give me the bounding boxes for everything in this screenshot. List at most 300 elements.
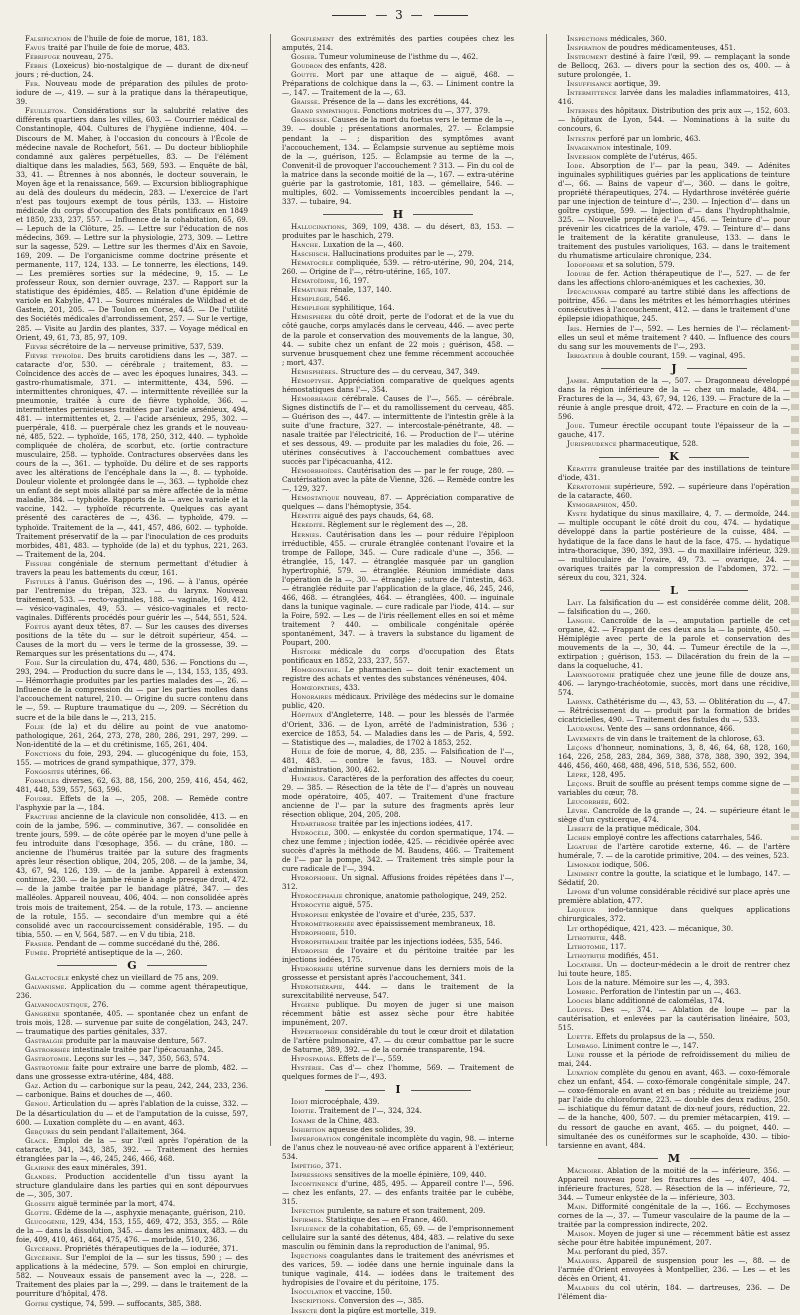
- entry-head: Iode.: [567, 160, 585, 170]
- entry-head: Hydropisie: [291, 945, 329, 955]
- index-entry: [282, 240, 514, 249]
- entry-head: Inversion: [567, 151, 601, 161]
- index-entry: [282, 106, 514, 115]
- entry-head: Hémisphères.: [291, 366, 339, 376]
- index-entry: [558, 143, 790, 152]
- entry-text: de vin dans le traitement de la chlorose, 63.: [606, 733, 765, 743]
- index-entry: [558, 482, 790, 500]
- entry-text: comparé au tartre stibié dans les affections de poitrine, 456. — dans les métrites et les hémorrhagies utérines consécutives à l'accouchement, 412. — dans le traitement d'une épilepsie idiopathique, 245.: [558, 287, 790, 324]
- entry-text: 369, 109, 438. — du désert, 83, 153. — produites par le haschich, 279.: [282, 221, 514, 240]
- entry-head: Joue.: [567, 420, 586, 430]
- section-letter: L: [558, 586, 790, 595]
- index-entry: [282, 1287, 514, 1296]
- entry-head: Insecte: [291, 1305, 318, 1315]
- header-rule-right: [434, 15, 468, 16]
- index-entry: [558, 670, 790, 697]
- column-divider-1: [270, 34, 271, 1146]
- entry-head: Hémorrhoïdes.: [291, 466, 344, 476]
- entry-head: Hydrocèle,: [291, 828, 332, 838]
- entry-head: Luxation: [567, 1068, 599, 1078]
- index-entry: [282, 61, 514, 70]
- entry-head: Hanche.: [291, 240, 321, 250]
- entry-head: Hydrocytie: [291, 900, 331, 910]
- index-entry: [16, 722, 248, 749]
- entry-text: de l'artère carotide externe, 46. — de l'artère humérale, 7. — de la carotide primitive, 204. — des veines, 523.: [558, 842, 790, 861]
- entry-text: nouveau, 87. — Appréciation comparative de quelques — dans l'hémoptysie, 354.: [282, 493, 514, 512]
- entry-head: Kyste: [567, 509, 588, 519]
- entry-text: (Loxeicus) bio-nostalgique de — durant de dix-neuf jours ; ré-duction, 24.: [16, 61, 248, 80]
- index-entry: [558, 734, 790, 743]
- page-header: [0, 8, 800, 22]
- entry-head: Hématoïdine,: [291, 276, 338, 286]
- entry-head: Hydrorrhée: [291, 963, 334, 973]
- entry-head: Inscriptions.: [291, 1296, 337, 1306]
- entry-head: Glycérine.: [25, 1244, 63, 1254]
- entry-head: Impétigo,: [291, 1160, 324, 1170]
- entry-head: Goitre: [25, 1298, 49, 1308]
- index-entry: [558, 770, 790, 779]
- entry-head: Liberté: [567, 823, 594, 833]
- entry-head: Haschisch.: [291, 249, 331, 259]
- entry-text: Règlement sur le règlement des —, 28.: [327, 520, 468, 530]
- entry-text: de poudres médicamenteuses, 451.: [608, 43, 736, 53]
- index-entry: [282, 115, 514, 205]
- index-entry: [282, 647, 514, 665]
- entry-text: Traitement de l'—, 324, 324.: [318, 1106, 422, 1116]
- entry-text: syphilitique, 164.: [332, 303, 395, 313]
- section-letter: G: [16, 961, 248, 970]
- entry-text: microcéphale, 439.: [310, 1097, 380, 1107]
- entry-text: pharmaceutique, 528.: [618, 439, 699, 449]
- entry-text: Moyen de juger si une — récemment bâtie est assez sèche pour être habitée impunément, 207.: [558, 1229, 790, 1248]
- entry-text: sensitives de la moelle épinière, 109, 440.: [334, 1169, 487, 1179]
- index-entry: [16, 1045, 248, 1054]
- index-entry: [558, 500, 790, 509]
- entry-text: Absorption de l'— par la peau, 349. — Adénites inguinales syphilitiques guéries par les applications de teinture d'—, 66. — Bains de vapeur d'—, 360. — dans le goître, propriété thérapeutiques, 274. — Hydarthrose invétérée guérie par une injection de teinture d'—, 230. — Injection d'— dans un goître cystique, 599. — Injection d'— dans l'hydrophthalmie, 325. — Nouvelle propriété de l'—, 456. — Teinture d'— pour prévenir les cicatrices de la variole, 479. — Teinture d'— dans le traitement de la kératite granuleuse, 133. — dans le traitement des pustules varioliques, 163. — dans le traitement du rhumatisme articulaire chronique, 234.: [558, 160, 790, 261]
- index-entry: [558, 833, 790, 842]
- entry-head: Fer.: [25, 79, 41, 89]
- entry-head: Foie.: [25, 658, 43, 668]
- entry-head: Gangrène: [25, 1009, 60, 1019]
- entry-text: 546.: [334, 294, 351, 304]
- entry-text: Cautérisation des — par le fer rouge, 280. — Cautérisation avec la pâte de Vienne, 326. — Remède contre les —, 129, 327.: [282, 466, 514, 494]
- entry-text: 602.: [613, 796, 630, 806]
- index-entry: [558, 924, 790, 933]
- entry-head: Liniment: [567, 869, 599, 879]
- index-entry: [16, 1127, 248, 1136]
- index-entry: [282, 1170, 514, 1179]
- entry-text: ancienne de la clavicule non consolidée, 413. — en coin de la jambe, 596. — comminutive, 367. — consolidée en trente jours, 599. — de côte opérée par le moyen d'une pelle à feu introduite dans l'œsophage, 356. — du crâne, 180. — ancienne de l'humérus traitée par la suture des fragments après leur résection oblique, 204, 205, 208. — de la jambe, 34, 43, 67, 94, 126, 139. — de la jambe. Appareil à extension continue, 230. — de la jambe réunie à angle presque droit, 472. — de la jambe traitée par le bandage plâtré, 347. — des malléoles. Appareil nouveau, 406, 404. — non consolidée après trois mois de traitement, 254. — de la rotule, 173. — ancienne de la rotule, 155. — secondaire d'un membre qui a été consolidé avec un raccourcissement considérable, 195. — du tibia, 550. — en V, 564, 587. — en V du tibia, 218.: [16, 812, 248, 939]
- entry-head: Hydarthrose: [291, 819, 337, 829]
- index-entry: [558, 1050, 790, 1068]
- entry-head: Fumée.: [25, 947, 51, 957]
- entry-head: Iodure: [567, 269, 591, 279]
- entry-head: Gastrotomie: [25, 1063, 70, 1073]
- entry-text: intestinale, 109.: [613, 142, 672, 152]
- index-entry: [282, 1296, 514, 1305]
- entry-head: Genou.: [25, 1099, 51, 1109]
- entry-head: Grand sympathique.: [291, 106, 361, 116]
- page-number: — 3 —: [375, 8, 425, 22]
- index-entry: [558, 1041, 790, 1050]
- index-entry: [282, 294, 514, 303]
- entry-head: Homœopathie.: [291, 665, 341, 675]
- entry-head: Glandes.: [25, 1171, 57, 1181]
- index-entry: [282, 1116, 514, 1125]
- section-letter: J: [558, 364, 790, 373]
- entry-text: à double courant, 159. — vaginal, 495.: [605, 350, 746, 360]
- entry-head: Igname: [291, 1115, 316, 1125]
- entry-head: Loochs: [567, 995, 593, 1005]
- entry-text: cérébrale. Causes de l'—, 565. — cérébrale. Signes distinctifs de l'— et du ramollissement du cerveau, 485. — Guérison des —, 447. — intermittente de l'intestin grêle à la suite d'une fracture, 327. — intercostale-pénétrante, 48. — nasale traitée par l'électricité, 16. — Production de l'— utérine et ses dessous, 49. — produite par les maladies du foie, 26. — utérines consécutives à l'accouchement combattues avec succès par l'ipécacuanha, 412.: [282, 393, 514, 467]
- index-entry: [558, 1166, 790, 1202]
- entry-head: Iodoforme: [567, 260, 604, 270]
- entry-head: Instrument: [567, 52, 608, 62]
- entry-head: Glairine: [25, 1162, 55, 1172]
- entry-text: considérable du tout le cœur droit et dilatation de l'artère pulmonaire, 47. — du cœur combattue par le sucre de Saturne, 389, 392. — de la cornée transparente, 194.: [282, 1027, 514, 1055]
- index-entry: [16, 351, 248, 559]
- entry-head: Hydrophobie,: [291, 927, 339, 937]
- entry-head: Lichen: [567, 833, 592, 843]
- index-entry: [282, 774, 514, 819]
- index-entry: [16, 1299, 248, 1308]
- entry-text: sécrétoire de la — nerveuse primitive, 537, 539.: [50, 341, 224, 351]
- entry-text: du col utérin, 184. — dartreuses, 236. — De l'élément dia-: [558, 1283, 791, 1302]
- index-entry: [558, 269, 790, 287]
- entry-text: iodo-tannique dans quelques applications chirurgicales, 372.: [558, 905, 790, 924]
- entry-head: Lumbago.: [567, 1041, 601, 1051]
- entry-text: Considérations sur la salubrité relative des différents quartiers dans les villes, 603. — Courrier médical de Constantinople, 404. Cultures de l'hygiène indienne, 404. — Discours de M. Maher, à l'occasion du concours à l'École de médecine navale de Rochefort, 561. — Du docteur bibliophile condamné aux galères perpétuelles, 83. — De l'élément dialtique dans les maladies, 563, 569, 593. — Enquête de bâl, 33, 41. — Étrennes à nos abonnés, le docteur souverain, le Moyen âge et la renaissance, 569. — Excursion bibliographique au delà des douleurs du médecin, 283. — L'exercice de l'art n'est pas toujours exempt de tous périls, 133. — Histoire médicale du corps d'occupation des États pontificaux en 1849 et 1850, 233, 237, 557. — Influence de la cohabitation, 65, 69. — Lepuch de la Clôture, 25. — Lettre sur l'éducation de nos médecins, 369. — Lettre sur la physiologie, 273, 309. — Lettre sur la sagesse, 529. — Lettre sur les thermes d'Aix en Savoie, 169, 209. — De l'organicisme comme doctrine présente et permanente, 117, 124, 133. — Le tonnerre, les élections, 149. — Les premières sorties sur la médecine, 9, 15. — Le professeur Roux, son dernier ouvrage, 237. — Rapport sur la statistique des épidémies, 485. — Relation d'une épidémie de variole en Kabylie, 471. — Sources minérales de Wildbad et de Gastein, 201, 205. — De Toulon en Corse, 445. — De l'utilité des Sociétés médicales d'arrondissement, 257. — Sur le vertige, 285. — Visite au Jardin des plantes, 337. — Voyage médical en Orient, 49, 61, 73, 85, 97, 109.: [16, 106, 248, 342]
- entry-head: Inoculation: [291, 1287, 333, 1297]
- entry-text: Présence de la — dans les excrétions, 44.: [322, 97, 472, 107]
- entry-head: Langue.: [567, 615, 596, 625]
- entry-text: hydatique du sinus maxillaire, 4, 7. — dermoïde, 244. — multiple occupant le côté droit du cou, 474. — hydatique développé dans la partie postérieure de la cuisse, 484. — hydatique de la face dans le haut de la face, 475. — hydatique intra-thoracique, 390, 392, 393. — du maxillaire inférieur, 329. — multiloculaire de l'ovaire, 49, 73. — ovarique, 24. — ovariques traités par la compression de l'abdomen, 372. — séreux du cou, 321, 324.: [558, 509, 790, 582]
- entry-text: perforant du pied, 357.: [584, 1247, 668, 1257]
- index-entry: [558, 324, 790, 351]
- entry-text: Structure des — du cerveau, 347, 349.: [340, 366, 480, 376]
- index-entry: [558, 869, 790, 887]
- entry-head: Glycérine.: [25, 1253, 63, 1263]
- index-entry: [16, 622, 248, 658]
- section-letter: M: [558, 1154, 790, 1163]
- index-entry: [16, 767, 248, 776]
- entry-text: Liniment contre le —, 147.: [602, 1041, 699, 1051]
- index-entry: [558, 1283, 790, 1301]
- entry-text: du sein pendant l'allaitement, 364.: [60, 1126, 187, 1136]
- entry-head: Lombric.: [567, 986, 599, 996]
- index-entry: [282, 919, 514, 928]
- entry-text: d'un volume considérable récidivé sur place après une première ablation, 477.: [558, 887, 790, 906]
- index-entry: [558, 960, 790, 978]
- entry-text: Tumeur volumineuse de l'isthme du —, 462.: [319, 52, 478, 62]
- entry-head: Impressions: [291, 1169, 333, 1179]
- index-entry: [16, 106, 248, 341]
- entry-text: de la pratique médicale, 304.: [595, 823, 701, 833]
- entry-text: 276.: [92, 999, 109, 1009]
- index-entry: [558, 743, 790, 770]
- entry-head: Irrigateur: [567, 350, 604, 360]
- entry-head: Galvanisme.: [25, 981, 67, 991]
- entry-text: de la Chine, 483.: [318, 1115, 380, 1125]
- entry-head: Jurisprudence: [567, 439, 617, 449]
- entry-head: Larynx.: [567, 697, 594, 707]
- entry-text: traité par l'huile de foie de morue, 483.: [47, 43, 190, 53]
- index-entry: [282, 1106, 514, 1115]
- index-entry: [282, 466, 514, 493]
- index-entry: [558, 376, 790, 421]
- entry-text: employé contre les affections catarrhales, 546.: [593, 833, 763, 843]
- index-entry: [558, 905, 790, 923]
- entry-head: Laudanum.: [567, 724, 605, 734]
- index-entry: [282, 511, 514, 520]
- entry-text: Cathétérisme du —, 43, 53. — Oblitération du —, 47. — Rétrécissement du — produit par la formation de brides cicatricielles, 490. — Traitement des fistules du —, 533.: [558, 697, 790, 725]
- entry-head: Formules: [25, 775, 60, 785]
- entry-text: d'urine, 485, 495. — Appareil contre l'—, 596. — chez les enfants, 27. — des enfants traitée par le cubèbe, 315.: [282, 1178, 514, 1206]
- index-entry: [558, 797, 790, 806]
- index-entry: [16, 939, 248, 948]
- entry-head: Hypertrophie: [291, 1027, 339, 1037]
- entry-head: Invagination: [567, 142, 611, 152]
- entry-head: Insuffisance: [567, 79, 613, 89]
- entry-head: Fièvre: [25, 341, 48, 351]
- index-column-2: [282, 34, 515, 1315]
- index-entry: [558, 52, 790, 79]
- entry-head: Hydrométrorrhée: [291, 918, 355, 928]
- entry-head: Inhibition: [291, 1124, 326, 1134]
- entry-text: Amputation de la —, 507. — Dragonneau développé dans la région inférieure de la — chez un malade, 484. — Fractures de la —, 34, 43, 67, 94, 126, 139. — Fracture de la — réunie à angle presque droit, 472. — Fracture en coin de la —, 596.: [558, 375, 790, 421]
- index-entry: [16, 1009, 248, 1036]
- entry-text: 128, 495.: [591, 769, 626, 779]
- entry-head: Galvanocaustique,: [25, 999, 91, 1009]
- entry-head: Lait.: [567, 597, 584, 607]
- index-entry: [282, 1161, 514, 1170]
- entry-text: dont la piqûre est mortelle, 319.: [319, 1305, 437, 1315]
- index-entry: [558, 996, 790, 1005]
- entry-head: Mâchoire.: [567, 1165, 604, 1175]
- entry-text: et sa solution, 579.: [606, 260, 675, 270]
- entry-head: Leçons: [567, 742, 593, 752]
- index-entry: [282, 828, 514, 873]
- entry-text: d'honneur, nominations, 3, 8, 46, 64, 68, 128, 160, 164, 226, 258, 283, 284, 369, 388, 378, 388, 390, 392, 394, 446, 456, 460, 468, 488, 496, 518, 536, 552, 600.: [558, 742, 790, 770]
- entry-text: blanc additionné de calomélas, 174.: [595, 995, 725, 1005]
- index-entry: [282, 692, 514, 710]
- index-entry: [282, 1215, 514, 1224]
- index-entry: [558, 860, 790, 869]
- entry-head: Hémiplégie: [291, 303, 330, 313]
- entry-head: Lipome: [567, 887, 592, 897]
- entry-head: Honoraires: [291, 692, 332, 702]
- entry-text: perforé par un lombric, 463.: [598, 133, 701, 143]
- index-entry: [558, 1229, 790, 1247]
- entry-head: Ligature: [567, 842, 598, 852]
- entry-text: produite par la mauvaise denture, 567.: [65, 1036, 207, 1046]
- index-entry: [16, 1063, 248, 1081]
- entry-text: aortique, 39.: [614, 79, 661, 89]
- index-entry: [16, 973, 248, 982]
- entry-text: des hôpitaux. Distribution des prix aux —, 152, 603. — hôpitaux de Lyon, 544. — Nominations à la suite du concours, 6.: [558, 106, 790, 134]
- entry-text: Le pharmacien — doit tenir exactement un registre des achats et ventes des substances vénéneuses, 404.: [282, 665, 514, 684]
- index-entry: [282, 97, 514, 106]
- index-entry: [282, 964, 514, 982]
- entry-head: Intermittence: [567, 88, 617, 98]
- entry-head: Maison.: [567, 1229, 596, 1239]
- entry-head: Hallucinations,: [291, 221, 348, 231]
- index-entry: [282, 249, 514, 258]
- entry-head: Lèpre,: [567, 769, 590, 779]
- index-entry: [282, 1224, 514, 1251]
- entry-head: Goutte.: [291, 70, 320, 80]
- entry-text: Des bruits carotidiens dans les —, 387. — cataracte d'or, 530. — cérébrale ; traitement, 83. — Coïncidence des accès de — avec les époques lunaires, 343. — gastro-rhumatismale, 371. — intermittente, 434, 596. — intermittentes chroniques, 47. — intermittente réveillée sur la pneumonie, traitée à cure de fièvre typhoïde, 366. — intermittentes pernicieuses traitées par l'acide arsénieux, 494, 481. — intermittentes et, 2. — l'acide arsénieux, 295, 302. — puerpérale, 418. — puerpérale chez les grands et le nouveau-né, 485, 522. — typhoïde, 165, 178, 250, 312, 440. — typhoïde compliquée de choléra, de scorbut, etc. (ortie contracture musculaire, 258. — typhoïde. Contractures observées dans les cours de la —, 361. — typhoïde. Du délire et de ses rapports avec les altérations de l'encéphale dans la —, 8. — typhoïde. Douleur violente et prolongée dans le —, 363. — typhoïde chez un enfant de sept mois allaité par sa mère affectée de la même maladie, 384. — typhoïde. Rapports de la — avec la variole et la vaccine, 142. — typhoïde récurrente. Quelques cas ayant présenté des caractères de —, 436. — typhoïde, 479. — typhoïde. Traitement de la —, 441, 457, 486, 602. — typhoïde. Traitement préservatif de la — par l'inoculation de ces produits morbides, 481, 483. — typhoïde (de la) et du typhus, 221, 263. — Traitement de la, 204.: [16, 350, 248, 559]
- index-entry: [282, 285, 514, 294]
- entry-head: Limonade: [567, 860, 601, 870]
- entry-text: Un signal. Affusions froides répétées dans l'—, 312.: [282, 873, 514, 892]
- entry-head: Maladies: [567, 1283, 600, 1293]
- entry-text: Fonctions motrices du —, 377, 379.: [362, 106, 491, 116]
- index-column-1: [16, 34, 249, 1308]
- index-entry: [282, 312, 514, 366]
- entry-text: aiguë des pays chauds, 64, 68.: [323, 511, 434, 521]
- index-entry: [558, 887, 790, 905]
- entry-head: Lois: [567, 977, 583, 987]
- section-letter: I: [282, 1085, 514, 1094]
- section-letter: K: [558, 452, 790, 461]
- entry-text: Nouveau mode de préparation des pilules de proto-iodure de —, 419. — sur à la pratique dans la thérapeutique, 39.: [16, 79, 248, 107]
- index-entry: [282, 982, 514, 1000]
- index-entry: [282, 1097, 514, 1106]
- index-entry: [558, 616, 790, 670]
- entry-head: Lit: [567, 923, 578, 933]
- entry-head: Lithotritie: [567, 950, 606, 960]
- entry-text: 510.: [340, 927, 357, 937]
- index-entry: [282, 376, 514, 394]
- index-entry: [558, 842, 790, 860]
- index-entry: [282, 900, 514, 909]
- entry-text: Un — docteur-médecin a le droit de rentrer chez lui toute heure, 185.: [558, 959, 790, 978]
- entry-head: Hémisphère: [291, 312, 333, 322]
- index-entry: [282, 891, 514, 900]
- entry-text: publique. Du moyen de juger si une maison récemment bâtie est assez sèche pour être habitée impunément, 207.: [282, 999, 514, 1028]
- entry-text: du foie, 293, 294. — glucogénique du foie, 153, 155. — motrices de grand sympathique, 377, 379.: [16, 748, 248, 767]
- index-entry: [558, 161, 790, 261]
- entry-head: Leucorrhée,: [567, 796, 612, 806]
- index-entry: [282, 937, 514, 946]
- entry-head: Lithotritie,: [567, 932, 609, 942]
- entry-head: Injections: [291, 1251, 327, 1261]
- entry-text: Statistique des — en France, 460.: [325, 1215, 448, 1225]
- entry-text: rénale, 137, 140.: [330, 285, 392, 295]
- index-entry: [16, 812, 248, 939]
- index-entry: [558, 79, 790, 88]
- entry-text: complète du genou en avant, 463. — coxo-fémorale chez un enfant, 454. — coxo-fémorale congénitale simple, 247. — coxo-fémorale en avant et en bas ; réduite au treizième jour par l'aide du chloroforme, 223. — double des deux radius, 250. — ischiatique du fémur datant de dix-neuf jours, réduction, 22. — de la hanche, 400, 507. — du premier métacarpien, 419. — du ressort de gauche en avant, 465. — du poignet, 440. — simultanée des os cunéiformes sur le scaphoïde, 430. — tibio-tarsienne en avant, 484.: [558, 1068, 790, 1150]
- index-entry: [282, 222, 514, 240]
- margin-stamp: [791, 320, 799, 840]
- entry-text: Des —, 374. — Ablation de loupe — par la cautérisation, et enlevées par la cautérisation linéaire, 503, 515.: [558, 1004, 790, 1033]
- entry-head: Lithotomie,: [567, 941, 609, 951]
- entry-text: Appréciation comparative de quelques agents hémostatiques dans l'—, 354.: [282, 375, 514, 394]
- header-rule-left: [332, 15, 366, 16]
- index-entry: [16, 43, 248, 52]
- index-entry: [16, 342, 248, 351]
- index-entry: [558, 152, 790, 161]
- index-entry: [16, 1036, 248, 1045]
- index-entry: [558, 464, 790, 482]
- entry-text: et vaccine, 150.: [335, 1287, 393, 1297]
- entry-text: Cancroïde de la —, amputation partielle de cet organe, 42. — Frappant de ces deux ans la — la pointe, 450. — Hémiplégie avec perte de la parole et conservation des mouvements de la —, 30, 44. — Tumeur érectile de la —, extirpation ; guérison, 153. — Dilacération du frein de la — dans la coqueluche, 41.: [558, 615, 790, 671]
- entry-text: des eaux minérales, 391.: [57, 1162, 147, 1172]
- entry-text: traitée par les injections iodées, 535, 546.: [350, 936, 503, 946]
- entry-head: Loupes.: [567, 1004, 595, 1014]
- index-entry: [16, 34, 248, 43]
- entry-text: Sur la circulation du, 474, 480, 536. — Fonctions du —, 293, 294. — Production du sucre dans le —, 134, 153, 135, 493. — Hémorrhagie produites par les parties malades des —, 26. — Influence de la compression du — par les parties molles dans l'accouchement naturel, 210. — Origine du sucre contenu dans le —, 59. — Rupture traumatique du —, 209. — Sécrétion du sucre et de la bile dans le —, 213, 215.: [16, 658, 248, 722]
- index-entry: [282, 1000, 514, 1027]
- entry-text: 444. — dans le traitement de la surexcitabilité nerveuse, 547.: [282, 981, 514, 1000]
- entry-head: Mal: [567, 1247, 582, 1257]
- entry-text: Hernies de l'—, 592. — Les hernies de l'— réclament-elles un seul et même traitement ? 440. — Influence des cours du sang sur les mouvements de l'—, 293.: [558, 323, 790, 351]
- entry-text: médicales, 360.: [610, 34, 667, 43]
- column-divider-2: [546, 34, 547, 1146]
- entry-text: Emploi de la — sur l'œil après l'opération de la cataracte, 341, 343, 385, 392. — Traitement des hernies étranglées par la —, 46, 245, 246, 466, 468.: [16, 1135, 248, 1163]
- entry-text: La falsification du — est considérée comme délit, 208. — falsification du —, 260.: [558, 597, 790, 616]
- entry-head: Internes: [567, 106, 598, 116]
- index-entry: [558, 509, 790, 581]
- index-entry: [282, 1251, 514, 1287]
- entry-head: Lèvre.: [567, 805, 590, 815]
- index-entry: [558, 1202, 790, 1229]
- entry-head: Hygiène: [291, 999, 320, 1009]
- entry-text: des enfants, 428.: [324, 61, 387, 71]
- entry-text: congéniale de sternum permettant d'étudier à travers la peau les battements du cœur, 161.: [16, 558, 248, 577]
- entry-text: cystique, 74, 599. — suffocants, 385, 388.: [50, 1298, 202, 1308]
- entry-text: faite pour extraire une barre de plomb, 482. — dans une grossesse extra-utérine, 484, 488.: [16, 1063, 248, 1082]
- entry-head: Locataire.: [567, 959, 604, 969]
- entry-text: modifiés, 451.: [607, 950, 659, 960]
- entry-text: iodique, 506.: [602, 860, 650, 870]
- entry-text: congénitale incomplète du vagin, 98. — interne de l'anus chez le nouveau-né avec orifice apparent à l'extérieur, 534.: [282, 1133, 514, 1161]
- entry-head: Incontinence: [291, 1178, 339, 1188]
- entry-text: à l'anus. Guérison des —, 196. — à l'anus, opérée par l'entremise du trépan, 323. — du larynx. Nouveau traitement, 533. — recto-vaginales, 188. — vaginale, 169, 412. — vésico-vaginales, 49, 53. — vésico-vaginales et recto-vaginales. Différents procédés pour guérir les —, 544, 551, 524.: [16, 576, 248, 622]
- entry-head: Leçons.: [567, 778, 595, 788]
- index-entry: [282, 70, 514, 97]
- entry-text: médicale du corps d'occupation des États pontificaux en 1852, 233, 237, 557.: [282, 647, 514, 666]
- entry-text: Conversion des —, 385.: [338, 1296, 424, 1306]
- entry-head: Hystérie.: [291, 1063, 325, 1073]
- entry-text: de l'huile de foie de morue, 181, 183.: [73, 34, 208, 43]
- entry-head: Fistules: [25, 576, 55, 586]
- entry-head: Kératite: [567, 464, 597, 474]
- index-entry: [282, 1027, 514, 1054]
- entry-text: Effets de l'—, 559.: [337, 1054, 404, 1064]
- index-entry: [16, 1172, 248, 1199]
- entry-text: de foie de morue, 4, 88, 235. — Falsification de l'—, 481, 483. — contre le favus, 183. — Nouvel ordre d'administration, 300, 462.: [282, 746, 514, 774]
- entry-text: avec épaississement membraneux, 18.: [356, 918, 496, 928]
- entry-head: Main.: [567, 1201, 588, 1211]
- entry-head: Lavements: [567, 733, 605, 743]
- index-entry: [558, 88, 790, 106]
- index-entry: [558, 824, 790, 833]
- index-entry: [16, 559, 248, 577]
- index-entry: [558, 697, 790, 724]
- entry-text: Ablation de la moitié de la — inférieure, 356. — Appareil nouveau pour les fractures des —, 407, 404. — inférieure fractures, 528. — Résection de la — inférieure, 72, 344. — Tumeur enkystée de la — inférieure, 303.: [558, 1165, 790, 1202]
- index-entry: [282, 1125, 514, 1134]
- index-entry: [282, 258, 514, 276]
- entry-head: Glotte.: [25, 1208, 53, 1218]
- entry-text: Leçons sur les —, 347, 350, 563, 574.: [74, 1054, 210, 1064]
- entry-head: Hydrophobie.: [291, 873, 339, 883]
- entry-text: de l'ovaire et du péritoine traitée par les injections iodées, 175.: [282, 945, 514, 964]
- index-entry: [282, 1179, 514, 1206]
- entry-head: Frasier.: [25, 938, 54, 948]
- entry-head: Kératotomie: [567, 482, 611, 492]
